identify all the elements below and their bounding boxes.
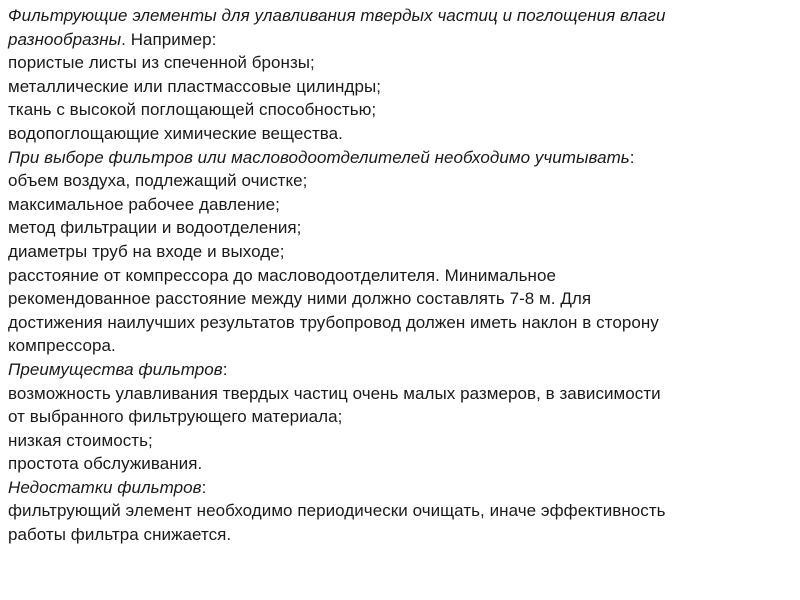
- selection-item: рекомендованное расстояние между ними должно составлять 7-8 м. Для: [8, 289, 592, 309]
- intro-line-2-italic: разнообразны: [8, 29, 122, 49]
- selection-item: объем воздуха, подлежащий очистке;: [8, 171, 308, 191]
- example-item: ткань с высокой поглощающей способностью;: [8, 100, 377, 120]
- intro-line-1: Фильтрующие элементы для улавливания твердых частиц и поглощения влаги: [8, 6, 666, 25]
- advantages-item: низкая стоимость;: [8, 430, 153, 450]
- advantages-item: простота обслуживания.: [8, 454, 203, 474]
- advantages-item: от выбранного фильтрующего материала;: [8, 407, 343, 427]
- disadvantages-heading: [8, 476, 788, 500]
- selection-item: расстояние от компрессора до масловодоотделителя. Минимальное: [8, 265, 556, 285]
- selection-item: максимальное рабочее давление;: [8, 194, 280, 214]
- selection-heading-text: При выборе фильтров или масловодоотделителей необходимо учитывать: [8, 147, 630, 167]
- selection-item: метод фильтрации и водоотделения;: [8, 218, 302, 238]
- advantages-heading-colon: :: [222, 359, 228, 379]
- example-item: металлические или пластмассовые цилиндры;: [8, 76, 382, 96]
- intro-line-2: [8, 28, 788, 52]
- advantages-item: возможность улавливания твердых частиц очень малых размеров, в зависимости: [8, 383, 661, 403]
- selection-heading-colon: :: [629, 147, 635, 167]
- disadvantages-item: работы фильтра снижается.: [8, 525, 232, 545]
- intro-line-2-rest: . Например:: [121, 29, 217, 49]
- example-item: пористые листы из спеченной бронзы;: [8, 53, 315, 73]
- example-item: водопоглощающие химические вещества.: [8, 123, 343, 143]
- selection-item: компрессора.: [8, 336, 116, 356]
- disadvantages-heading-text: Недостатки фильтров: [8, 477, 202, 497]
- selection-item: достижения наилучших результатов трубопровод должен иметь наклон в сторону: [8, 312, 659, 332]
- slide-text-body: [8, 4, 788, 547]
- disadvantages-heading-colon: :: [201, 477, 207, 497]
- advantages-heading: [8, 358, 788, 382]
- selection-item: диаметры труб на входе и выходе;: [8, 241, 285, 261]
- selection-heading: [8, 146, 788, 170]
- advantages-heading-text: Преимущества фильтров: [8, 359, 223, 379]
- disadvantages-item: фильтрующий элемент необходимо периодически очищать, иначе эффективность: [8, 501, 666, 521]
